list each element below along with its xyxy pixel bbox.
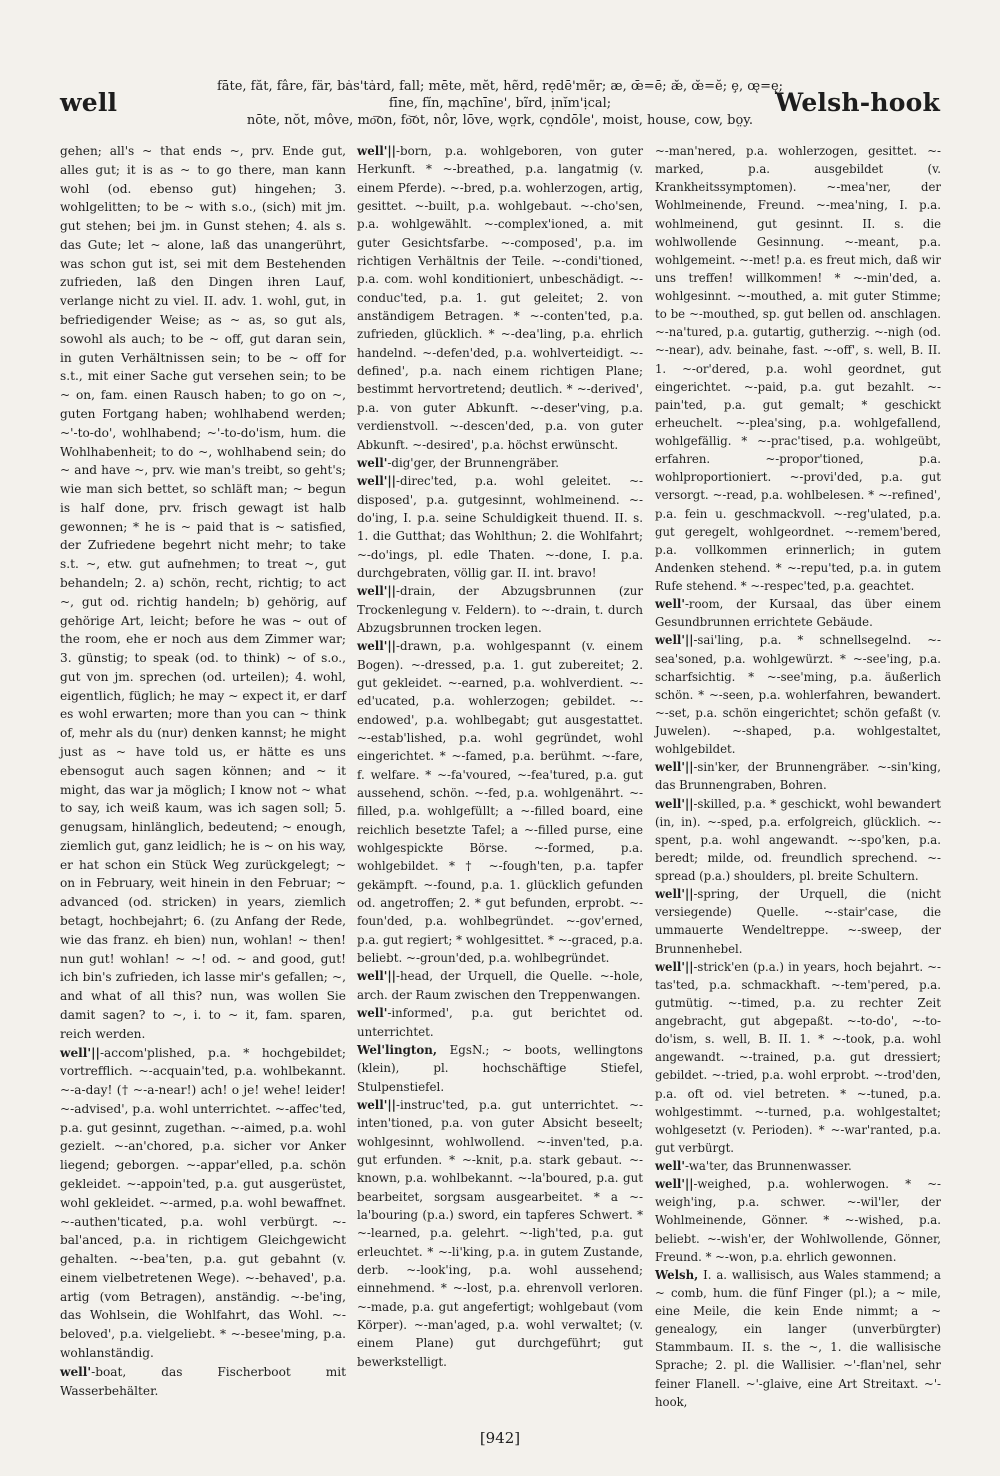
dictionary-entry [60, 1044, 346, 1363]
dictionary-entry [357, 1096, 643, 1371]
entry-definition: -spring, der Urquell, die (nicht versiegende) Quelle. ~-stair'case, die ummauerte Wendeltreppe. ~-sweep, der Brunnenhebel. [655, 887, 941, 956]
column-1 [60, 142, 346, 1400]
entry-headword: well'|| [655, 1177, 694, 1192]
entry-headword: well' [655, 597, 685, 612]
dictionary-entry [655, 1175, 941, 1266]
entry-headword: well'|| [655, 796, 694, 811]
entry-definition: -direc'ted, p.a. wohl geleitet. ~-disposed', p.a. gutgesinnt, wohlmeinend. ~-do'ing, I. p.a. seine Schuldigkeit thuend. II. s. 1. die Gutthat; das Wohlthun; 2. die Wohlfahrt; ~-do'ings, pl. edle Thaten. ~-done, I. p.a. durchgebraten, völlig gar. II. int. bravo! [357, 474, 643, 580]
entry-headword: well'|| [357, 969, 396, 984]
dictionary-entry [655, 885, 941, 958]
entry-headword: well'|| [655, 760, 694, 775]
dictionary-entry [655, 595, 941, 631]
entry-headword: well'|| [357, 584, 396, 599]
dictionary-entry [357, 967, 643, 1004]
pronunciation-key-line: nōte, nŏt, môve, mo͞on, fo͝ot, nôr, lōve, wo̤rk, co̤ndōle', moist, house, cow, bo̤y. [246, 113, 754, 128]
dictionary-entry [655, 795, 941, 886]
dictionary-entry [357, 1004, 643, 1041]
entry-definition: -sin'ker, der Brunnengräber. ~-sin'king, das Brunnengraben, Bohren. [655, 760, 941, 793]
entry-definition: -head, der Urquell, die Quelle. ~-hole, arch. der Raum zwischen den Treppenwangen. [357, 969, 643, 1002]
entry-definition: -weighed, p.a. wohlerwogen. * ~-weigh'ing, p.a. schwer. ~-wil'ler, der Wohlmeinende, Gönner. * ~-wished, p.a. beliebt. ~-wish'er, der Wohlwollende, Gönner, Freund. * ~-won, p.a. ehrlich gewonnen. [655, 1177, 941, 1264]
entry-headword: well'|| [357, 1097, 396, 1112]
pronunciation-key-line: fāte, făt, fâre, fär, bȧs'tȧrd, fall; mēte, mĕt, hẽrd, rẹdē'mẽr; æ, œ̄=ē; æ̆, œ̆=ĕ; ȩ, œ̨=ę; [216, 79, 784, 94]
entry-definition: -strick'en (p.a.) in years, hoch bejahrt. ~-tas'ted, p.a. schmackhaft. ~-tem'pered, p.a. gutmütig. ~-timed, p.a. zu rechter Zeit angebracht, gut abgepaßt. ~-to-do', ~-to-do'ism, s. well, B. II. 1. * ~-took, p.a. wohl angewandt. ~-trained, p.a. gut dressiert; gebildet. ~-tried, p.a. wohl erprobt. ~-trod'den, p.a. oft od. viel betreten. * ~-tuned, p.a. wohlgestimmt. ~-turned, p.a. wohlgestaltet; wohlgesetzt (v. Perioden). * ~-war'ranted, p.a. gut verbürgt. [655, 959, 941, 1155]
entry-definition: -wa'ter, das Brunnenwasser. [684, 1159, 852, 1173]
dictionary-entry [357, 582, 643, 637]
left-guide-word: well [60, 88, 118, 117]
dictionary-entry [655, 758, 941, 794]
entry-headword: well' [60, 1364, 92, 1379]
page-number: [942] [479, 1429, 521, 1447]
dictionary-entry [655, 958, 941, 1157]
column-3 [655, 142, 941, 1411]
dictionary-entry [357, 1041, 643, 1096]
dictionary-entry [60, 1363, 346, 1401]
dictionary-entry [655, 631, 941, 758]
entry-definition: -skilled, p.a. * geschickt, wohl bewandert (in, in). ~-sped, p.a. erfolgreich, glücklich. ~-spent, p.a. wohl angewandt. ~-spo'ken, p.a. beredt; milde, od. freundlich sprechend. ~-spread (p.a.) shoulders, pl. breite Schultern. [655, 796, 941, 883]
dictionary-entry [655, 1266, 941, 1411]
entry-headword: well'|| [655, 959, 694, 974]
dictionary-entry [655, 142, 941, 595]
entry-definition: I. a. wallisisch, aus Wales stammend; a ~ comb, hum. die fünf Finger (pl.); a ~ mile, eine Meile, die kein Ende nimmt; a ~ genealogy, ein langer (unverbürgter) Stammbaum. II. s. the ~, 1. die wallisische Sprache; 2. pl. die Wallisier. ~'-flan'nel, sehr feiner Flanell. ~'-glaive, eine Art Streitaxt. ~'-hook, [655, 1267, 941, 1409]
entry-definition: -boat, das Fischerboot mit Wasserbehälter. [60, 1364, 346, 1398]
entry-headword: well'|| [655, 633, 694, 648]
dictionary-entry [357, 142, 643, 454]
entry-headword: well'|| [60, 1045, 100, 1060]
pronunciation-key-line: fīne, fĭn, mạchīne', bĩrd, ịnĭm'ịcal; [388, 96, 612, 111]
dictionary-entry [60, 142, 346, 1044]
right-guide-word: Welsh-hook [775, 88, 940, 117]
entry-definition: EgsN.; ~ boots, wellingtons (klein), pl. hochschäftige Stiefel, Stulpenstiefel. [357, 1042, 643, 1094]
dictionary-entry [357, 472, 643, 582]
entry-headword: well' [655, 1159, 685, 1173]
entry-definition: -room, der Kursaal, das über einem Gesundbrunnen errichtete Gebäude. [655, 597, 941, 630]
entry-headword: well' [357, 455, 388, 470]
entry-headword: well' [357, 1006, 388, 1021]
entry-definition: -drain, der Abzugsbrunnen (zur Trockenlegung v. Feldern). to ~-drain, t. durch Abzugsbrunnen trocken legen. [357, 584, 643, 635]
entry-definition: -drawn, p.a. wohlgespannt (v. einem Bogen). ~-dressed, p.a. 1. gut zubereitet; 2. gut gekleidet. ~-earned, p.a. wohlverdient. ~-ed'ucated, p.a. wohlerzogen; gebildet. ~-endowed', p.a. wohlbegabt; gut ausgestattet. ~-estab'lished, p.a. wohl gegründet, wohl eingerichtet. * ~-famed, p.a. berühmt. ~-fare, f. welfare. * ~-fa'voured, ~-fea'tured, p.a. gut aussehend, schön. ~-fed, p.a. wohlgenährt. ~-filled, p.a. wohlgefüllt; a ~-filled board, eine reichlich besetzte Tafel; a ~-filled purse, eine wohlgespickte Börse. ~-formed, p.a. wohlgebildet. * † ~-fough'ten, p.a. tapfer gekämpft. ~-found, p.a. 1. glücklich gefunden od. angetroffen; 2. * gut befunden, erprobt. ~-foun'ded, p.a. wohlbegründet. ~-gov'erned, p.a. gut regiert; * wohlgesittet. * ~-graced, p.a. beliebt. ~-groun'ded, p.a. wohlbegründet. [357, 639, 643, 966]
dictionary-entry [357, 637, 643, 967]
entry-headword: Wel'lington, [357, 1042, 437, 1057]
entry-definition: -sai'ling, p.a. * schnellsegelnd. ~-sea'soned, p.a. wohlgewürzt. * ~-see'ing, p.a. scharfsichtig. * ~-see'ming, p.a. äußerlich schön. * ~-seen, p.a. wohlerfahren, bewandert. ~-set, p.a. schön eingerichtet; schön gefaßt (v. Juwelen). ~-shaped, p.a. wohlgestaltet, wohlgebildet. [655, 633, 941, 757]
entry-headword: well'|| [655, 887, 694, 902]
entry-headword: well'|| [357, 144, 396, 158]
entry-definition: -born, p.a. wohlgeboren, von guter Herkunft. * ~-breathed, p.a. langatmig (v. einem Pferde). ~-bred, p.a. wohlerzogen, artig, gesittet. ~-built, p.a. wohlgebaut. ~-cho'sen, p.a. wohlgewählt. ~-complex'ioned, a. mit guter Gesichtsfarbe. ~-composed', p.a. im richtigen Verhältnis der Teile. ~-condi'tioned, p.a. com. wohl konditioniert, unbeschädigt. ~-conduc'ted, p.a. 1. gut geleitet; 2. von anständigem Betragen. * ~-conten'ted, p.a. zufrieden, glücklich. * ~-dea'ling, p.a. ehrlich handelnd. ~-defen'ded, p.a. wohlverteidigt. ~-defined', p.a. nach einem richtigen Plane; bestimmt hervortretend; deutlich. * ~-derived', p.a. von guter Abkunft. ~-deser'ving, p.a. verdienstvoll. ~-descen'ded, p.a. von guter Abkunft. ~-desired', p.a. höchst erwünscht. [357, 144, 643, 452]
entry-definition: -accom'plished, p.a. * hochgebildet; vortrefflich. ~-acquain'ted, p.a. wohlbekannt. ~-a-day! († ~-a-near!) ach! o je! wehe! leider! ~-advised', p.a. wohl unterrichtet. ~-affec'ted, p.a. gut gesinnt, zugethan. ~-aimed, p.a. wohl gezielt. ~-an'chored, p.a. sicher vor Anker liegend; geborgen. ~-appar'elled, p.a. schön gekleidet. ~-appoin'ted, p.a. gut ausgerüstet, wohl gekleidet. ~-armed, p.a. wohl bewaffnet. ~-authen'ticated, p.a. wohl verbürgt. ~-bal'anced, p.a. in richtigem Gleichgewicht gehalten. ~-bea'ten, p.a. gut gebahnt (v. einem vielbetretenen Wege). ~-behaved', p.a. artig (vom Betragen), anständig. ~-be'ing, das Wohlsein, die Wohlfahrt, das Wohl. ~-beloved', p.a. vielgeliebt. * ~-besee'ming, p.a. wohlanständig. [60, 1045, 346, 1360]
dictionary-entry [357, 454, 643, 472]
entry-headword: well'|| [357, 474, 396, 489]
column-2 [357, 142, 643, 1371]
entry-definition: -dig'ger, der Brunnengräber. [387, 455, 559, 470]
entry-definition: -instruc'ted, p.a. gut unterrichtet. ~-inten'tioned, p.a. von guter Absicht beseelt; wohlgesinnt, wohlwollend. ~-inven'ted, p.a. gut erfunden. * ~-knit, p.a. stark gebaut. ~-known, p.a. wohlbekannt. ~-la'boured, p.a. gut bearbeitet, sorgsam ausgearbeitet. * a ~-la'bouring (p.a.) sword, ein tapferes Schwert. * ~-learned, p.a. gelehrt. ~-ligh'ted, p.a. gut erleuchtet. * ~-li'king, p.a. in gutem Zustande, derb. ~-look'ing, p.a. wohl aussehend; einnehmend. * ~-lost, p.a. ehrenvoll verloren. ~-made, p.a. gut angefertigt; wohlgebaut (vom Körper). ~-man'aged, p.a. wohl verwaltet; (v. einem Plane) gut durchgeführt; gut bewerkstelligt. [357, 1097, 643, 1369]
entry-headword: Welsh, [655, 1267, 699, 1282]
entry-definition: -informed', p.a. gut berichtet od. unterrichtet. [357, 1006, 643, 1039]
pronunciation-key [210, 78, 790, 129]
entry-definition: ~-man'nered, p.a. wohlerzogen, gesittet. ~-marked, p.a. ausgebildet (v. Krankheitssymptomen). ~-mea'ner, der Wohlmeinende, Freund. ~-mea'ning, I. p.a. wohlmeinend, gut gesinnt. II. s. die wohlwollende Gesinnung. ~-meant, p.a. wohlgemeint. ~-met! p.a. es freut mich, daß wir uns treffen! willkommen! * ~-min'ded, a. wohlgesinnt. ~-mouthed, a. mit guter Stimme; to be ~-mouthed, sp. gut bellen od. anschlagen. ~-na'tured, p.a. gutartig, gutherzig. ~-nigh (od. ~-near), adv. beinahe, fast. ~-off', s. well, B. II. 1. ~-or'dered, p.a. wohl geordnet, gut eingerichtet. ~-paid, p.a. gut bezahlt. ~-pain'ted, p.a. gut gemalt; * geschickt erheuchelt. ~-plea'sing, p.a. wohlgefallend, wohlgefällig. * ~-prac'tised, p.a. wohlgeübt, erfahren. ~-propor'tioned, p.a. wohlproportioniert. ~-provi'ded, p.a. gut versorgt. ~-read, p.a. wohlbelesen. * ~-refined', p.a. fein u. geschmackvoll. ~-reg'ulated, p.a. gut geregelt, wohlgeordnet. ~-remem'bered, p.a. vollkommen erinnerlich; in gutem Andenken stehend. * ~-repu'ted, p.a. in gutem Rufe stehend. * ~-respec'ted, p.a. geachtet. [655, 144, 941, 593]
dictionary-entry [655, 1157, 941, 1175]
entry-definition: gehen; all's ~ that ends ~, prv. Ende gut, alles gut; it is as ~ to go there, man kann wohl (od. ebenso gut) hingehen; 3. wohlgelitten; to be ~ with s.o., (sich) mit jm. gut stehen; bei jm. in Gunst stehen; 4. als s. das Gute; let ~ alone, laß das unangerührt, was schon gut ist, sei mit dem Bestehenden zufrieden, laß den Dingen ihren Lauf, verlange nicht zu viel. II. adv. 1. wohl, gut, in befriedigender Weise; as ~ as, so gut als, sowohl als auch; to be ~ off, gut daran sein, in guten Verhältnissen sein; to be ~ off for s.t., mit einer Sache gut versehen sein; to be ~ on, fam. einen Rausch haben; to go on ~, guten Fortgang haben; wohlhabend werden; ~'-to-do', wohlhabend; ~'-to-do'ism, hum. die Wohlhabenheit; to do ~, wohlhabend sein; do ~ and have ~, prv. wie man's treibt, so geht's; wie man sich bettet, so schläft man; ~ begun is half done, prv. frisch gewagt ist halb gewonnen; * he is ~ paid that is ~ satisfied, der Zufriedene begehrt nicht mehr; to take s.t. ~, etw. gut aufnehmen; to treat ~, gut behandeln; 2. a) schön, recht, richtig; to act ~, gut od. richtig handeln; b) gehörig, auf gehörige Art, leicht; before he was ~ out of the room, ehe er noch aus dem Zimmer war; 3. günstig; to speak (od. to think) ~ of s.o., gut von jm. sprechen (od. urteilen); 4. wohl, eigentlich, füglich; he may ~ expect it, er darf es wohl erwarten; more than you can ~ think of, mehr als du (nur) denken kannst; he might just as ~ have told us, er hätte es uns ebensogut auch sagen können; and ~ it might, das war ja möglich; I know not ~ what to say, ich weiß kaum, was ich sagen soll; 5. genugsam, hinlänglich, bedeutend; ~ enough, ziemlich gut, ganz leidlich; he is ~ on his way, er hat schon ein Stück Weg zurückgelegt; ~ on in February, weit hinein in den Februar; ~ advanced (od. stricken) in years, ziemlich betagt, hochbejahrt; 6. (zu Anfang der Rede, wie das franz. eh bien) nun, wohlan! ~ then! nun gut! wohlan! ~ ~! od. ~ and good, gut! ich bin's zufrieden, ich lasse mir's gefallen; ~, and what of all this? nun, was wollen Sie damit sagen? to ~, i. to ~ it, fam. sparen, reich werden. [60, 144, 346, 1041]
entry-headword: well'|| [357, 639, 396, 654]
